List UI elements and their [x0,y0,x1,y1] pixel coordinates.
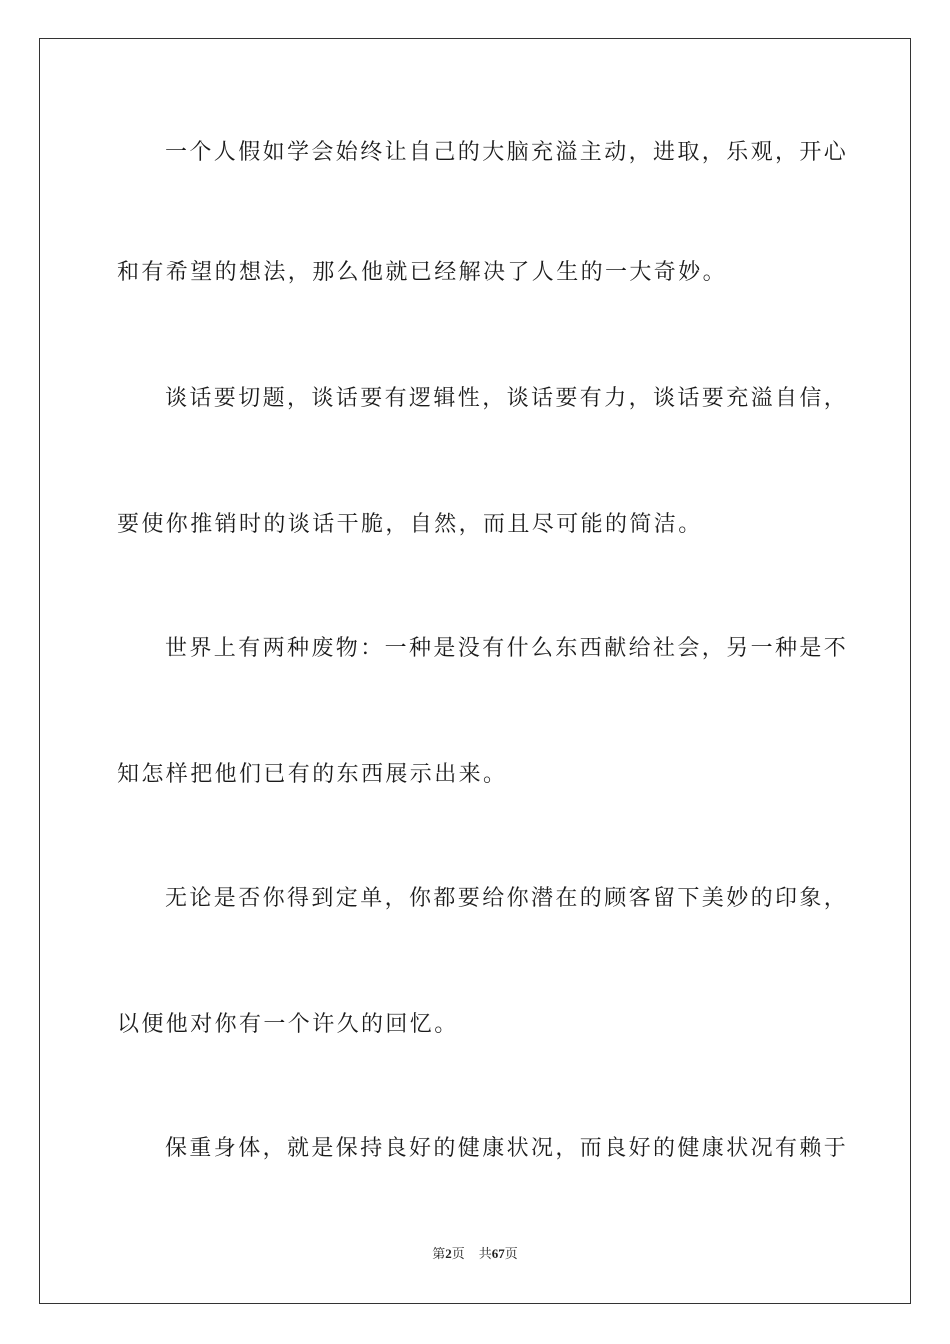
paragraph-5-line-1: 保重身体，就是保持良好的健康状况，而良好的健康状况有赖于 [165,1136,849,1161]
page-frame [39,38,911,1304]
paragraph-4-line-2: 以便他对你有一个许久的回忆。 [117,1012,459,1037]
paragraph-2-line-1: 谈话要切题，谈话要有逻辑性，谈话要有力，谈话要充溢自信， [165,386,849,411]
paragraph-3-line-1: 世界上有两种废物：一种是没有什么东西献给社会，另一种是不 [165,636,849,661]
total-suffix: 页 [504,1247,518,1262]
paragraph-3-line-2: 知怎样把他们已有的东西展示出来。 [117,762,508,787]
total-prefix: 共 [478,1247,492,1262]
total-pages: 67 [491,1246,505,1261]
page-suffix: 页 [451,1247,465,1262]
paragraph-1-line-2: 和有希望的想法，那么他就已经解决了人生的一大奇妙。 [117,260,728,285]
paragraph-4-line-1: 无论是否你得到定单，你都要给你潜在的顾客留下美妙的印象， [165,886,849,911]
page-prefix: 第 [432,1247,446,1262]
page-number: 2 [445,1246,452,1261]
paragraph-1-line-1: 一个人假如学会始终让自己的大脑充溢主动，进取，乐观，开心 [165,140,849,165]
page-footer [0,1245,950,1264]
paragraph-2-line-2: 要使你推销时的谈话干脆，自然，而且尽可能的简洁。 [117,512,703,537]
